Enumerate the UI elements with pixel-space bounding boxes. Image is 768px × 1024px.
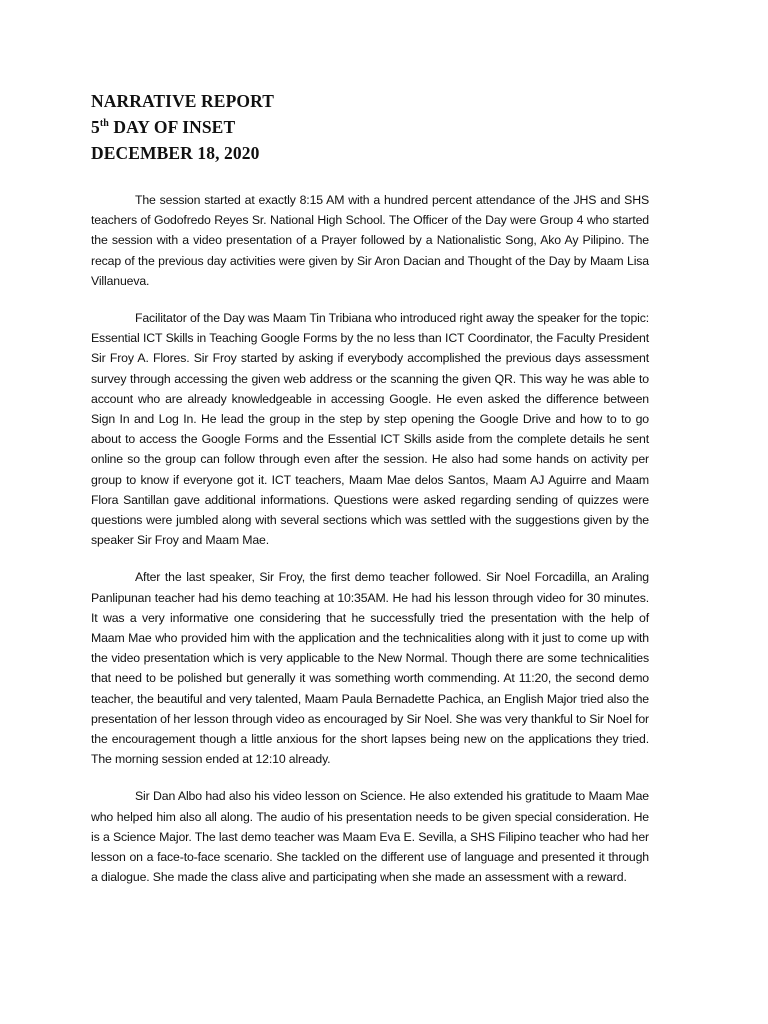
- paragraph-afternoon-demos: Sir Dan Albo had also his video lesson on Science. He also extended his gratitude to Maam Mae who helped him also all along. The audio of his presentation needs to be given special consideration. He is a Science Major. The last demo teacher was Maam Eva E. Sevilla, a SHS Filipino teacher who had her lesson on a face-to-face scenario. She tackled on the different use of language and presented it through a dialogue. She made the class alive and participating when she made an assessment with a reward.: [91, 789, 649, 885]
- report-day: [91, 114, 649, 140]
- report-title: NARRATIVE REPORT: [91, 91, 274, 111]
- day-number: 5: [91, 117, 100, 137]
- paragraph-opening-session: The session started at exactly 8:15 AM with a hundred percent attendance of the JHS and SHS teachers of Godofredo Reyes Sr. National High School. The Officer of the Day were Group 4 who started the session with a video presentation of a Prayer followed by a Nationalistic Song, Ako Ay Pilipino. The recap of the previous day activities were given by Sir Aron Dacian and Thought of the Day by Maam Lisa Villanueva.: [91, 193, 649, 288]
- paragraph-ict-skills-session: Facilitator of the Day was Maam Tin Tribiana who introduced right away the speaker for the topic: Essential ICT Skills in Teaching Google Forms by the no less than ICT Coordinator, the Faculty President Sir Froy A. Flores. Sir Froy started by asking if everybody accomplished the previous days assessment survey through accessing the given web address or the scanning the given QR. This way he was able to account who are already knowledgeable in accessing Google. He even asked the difference between Sign In and Log In. He lead the group in the step by step opening the Google Drive and how to to go about to access the Google Forms and the Essential ICT Skills aside from the complete details he sent online so the group can follow through even after the session. He also had some hands on activity per group to know if everyone got it. ICT teachers, Maam Mae delos Santos, Maam AJ Aguirre and Maam Flora Santillan gave additional informations. Questions were asked regarding sending of quizzes were questions were jumbled along with several sections which was settled with the suggestions given by the speaker Sir Froy and Maam Mae.: [91, 311, 649, 548]
- day-label: DAY OF INSET: [108, 117, 236, 137]
- day-suffix: th: [99, 118, 109, 129]
- paragraph-demo-teaching: After the last speaker, Sir Froy, the first demo teacher followed. Sir Noel Forcadilla, an Araling Panlipunan teacher had his demo teaching at 10:35AM. He had his lesson through video for 30 minutes. It was a very informative one considering that he successfully tried the presentation with the help of Maam Mae who provided him with the application and the technicalities along with it just to come up with the video presentation which is very applicable to the New Normal. Though there are some technicalities that need to be polished but generally it was something worth commending. At 11:20, the second demo teacher, the beautiful and very talented, Maam Paula Bernadette Pachica, an English Major tried also the presentation of her lesson through video as encouraged by Sir Noel. She was very thankful to Sir Noel for the encouragement though a little anxious for the short lapses being new on the applications they tried. The morning session ended at 12:10 already.: [91, 570, 649, 767]
- document-page: [91, 88, 649, 905]
- report-header: [91, 88, 649, 166]
- report-date: DECEMBER 18, 2020: [91, 143, 260, 163]
- report-body: [91, 190, 649, 888]
